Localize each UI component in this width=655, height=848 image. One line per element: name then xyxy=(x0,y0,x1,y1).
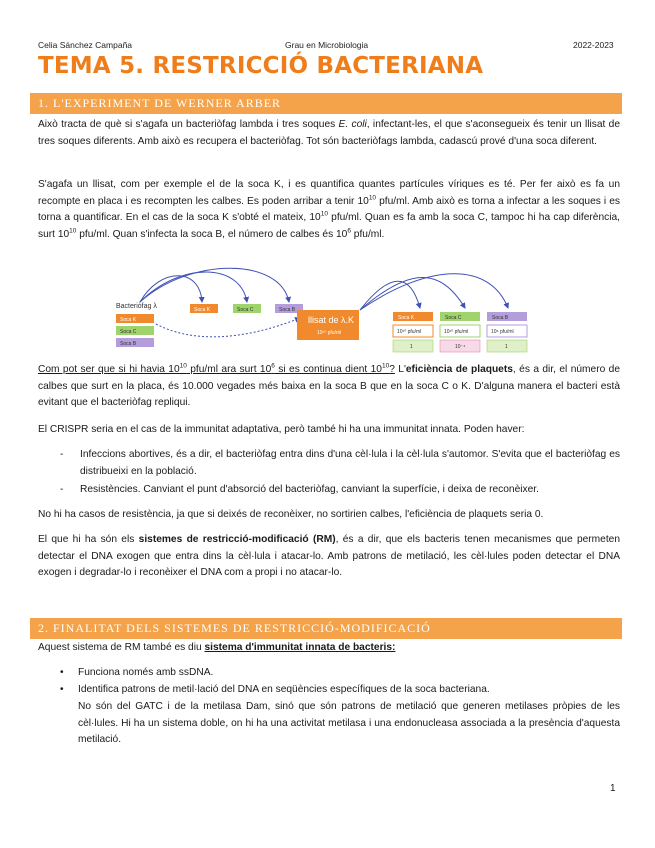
strain-left-0: Soca K xyxy=(120,317,137,323)
section-1-paragraph-6: El que hi ha són els sistemes de restricció-modificació (RM), és a dir, que els bacteris tenen mecanismes que permeten detectar el DNA exogen que entra dins la cèl·lula i atacar-lo. Amb patrons de metilació, les cèl·lules poden detectar el DNA exogen i degradar-lo i reconèixer el DNA com a propi i no atacar-lo. xyxy=(38,534,620,579)
strain-top-1: Soca C xyxy=(237,307,254,313)
section-1-bullet-2: Resistències. Canviant el punt d'absorció del bacteriòfag, canviant la superfície, i deixa de reconèixer. xyxy=(80,484,539,495)
result-strain-2: Soca B xyxy=(492,315,509,321)
lysate-title: llisat de λ.K xyxy=(308,315,355,325)
section-1-paragraph-4: El CRISPR seria en el cas de la immunitat adaptativa, però també hi ha una immunitat innata. Poden haver: xyxy=(38,424,525,435)
result-small-2: 1 xyxy=(505,344,508,350)
page-number: 1 xyxy=(610,783,616,794)
section-2-paragraph-2: No són del GATC i de la metilasa Dam, sinó que són patrons de metilació que generen metilases pròpies de les cèl·lules. Hi ha un sistema doble, on hi ha una activitat metilasa i una endonucleasa associada a la presència d'aquesta metilació. xyxy=(78,701,620,746)
section-1-paragraph-2: S'agafa un llisat, com per exemple el de la soca K, i es quantifica quantes partícules víriques es té. Per fer això es fa un recompte en placa i es recompten les calbes. Es poden arribar a tenir $10^{10}$ pfu/ml. Amb això es torna a infectar a les soques i es torna a quantificar. En el cas de la soca K s'obté el mateix, $10^{10}$ pfu/ml. Quan es fa amb la soca C, tampoc hi ha cap diferència, surt $10^{10}$ pfu/ml. Quan s'infecta la soca B, el número de calbes és $10^6$ pfu/ml. xyxy=(38,179,620,240)
section-1-heading: 1. L'EXPERIMENT DE WERNER ARBER xyxy=(30,93,622,114)
strain-left-2: Soca B xyxy=(120,341,137,347)
bullet-dash-2: - xyxy=(60,484,64,495)
header-author: Celia Sánchez Campaña xyxy=(38,40,133,50)
header-year: 2022-2023 xyxy=(573,40,614,50)
section-2-paragraph-1: Aquest sistema de RM també es diu sistema d'immunitat innata de bacteris: xyxy=(38,642,396,653)
section-2-bullet-1: Funciona només amb ssDNA. xyxy=(78,667,214,678)
section-2-bullet-2: Identifica patrons de metil·lació del DNA en seqüències específiques de la soca bacteriana. xyxy=(78,684,490,695)
section-2-heading: 2. FINALITAT DELS SISTEMES DE RESTRICCIÓ-MODIFICACIÓ xyxy=(30,618,622,639)
result-value-0: 10¹⁰ pfu/ml xyxy=(397,329,422,335)
bullet-dash-1: - xyxy=(60,449,64,460)
section-1-paragraph-5: No hi ha casos de resistència, ja que si deixés de reconèixer, no sortirien calbes, l'eficiència de plaquets seria 0. xyxy=(38,509,544,520)
phage-label: Bacteriòfag λ xyxy=(116,303,157,310)
result-strain-1: Soca C xyxy=(445,315,462,321)
arber-experiment-diagram xyxy=(110,262,530,362)
section-1-bullet-1: Infeccions abortives, és a dir, el bacteriòfag entra dins d'una cèl·lula i la cèl·lula s'automor. S'evita que el bacteriòfag es distribueixi en la població. xyxy=(80,449,620,477)
lysate-subtitle: 10¹⁰ pfu/ml xyxy=(317,330,342,336)
result-strain-0: Soca K xyxy=(398,315,415,321)
header-course: Grau en Microbiologia xyxy=(285,40,369,50)
strain-top-2: Soca B xyxy=(279,307,296,313)
result-small-0: 1 xyxy=(410,344,413,350)
result-small-k xyxy=(393,340,433,352)
result-small-1: 10⁻⁴ xyxy=(455,344,466,350)
result-value-2: 10⁶ pfu/ml xyxy=(491,329,514,335)
section-1-paragraph-1: Això tracta de què si s'agafa un bacteriòfag lambda i tres soques E. coli, infectant-les, el que s'aconsegueix és tenir un llisat de tres soques diferents. Amb això es recupera el bacteriòfag. Tot són bacteriòfags lambda, cadascú prové d'una soca diferent. xyxy=(38,119,620,147)
result-value-1: 10¹⁰ pfu/ml xyxy=(444,329,469,335)
bullet-dot-2: • xyxy=(60,684,64,695)
strain-left-1: Soca C xyxy=(120,329,137,335)
document-title: TEMA 5. RESTRICCIÓ BACTERIANA xyxy=(38,53,484,79)
strain-top-0: Soca K xyxy=(194,307,211,313)
section-1-paragraph-3: Com pot ser que si hi havia $10^{10}$ pfu/ml ara surt $10^6$ si es continua dient $10^{10}$? L'eficiència de plaquets, és a dir, el número de calbes que surt en la placa, és 10.000 vegades més baixa en la soca B que en la soca C o K. D'alguna manera el bacteri està evitant que el bacteriòfag repliqui. xyxy=(38,362,620,409)
bullet-dot-1: • xyxy=(60,667,64,678)
